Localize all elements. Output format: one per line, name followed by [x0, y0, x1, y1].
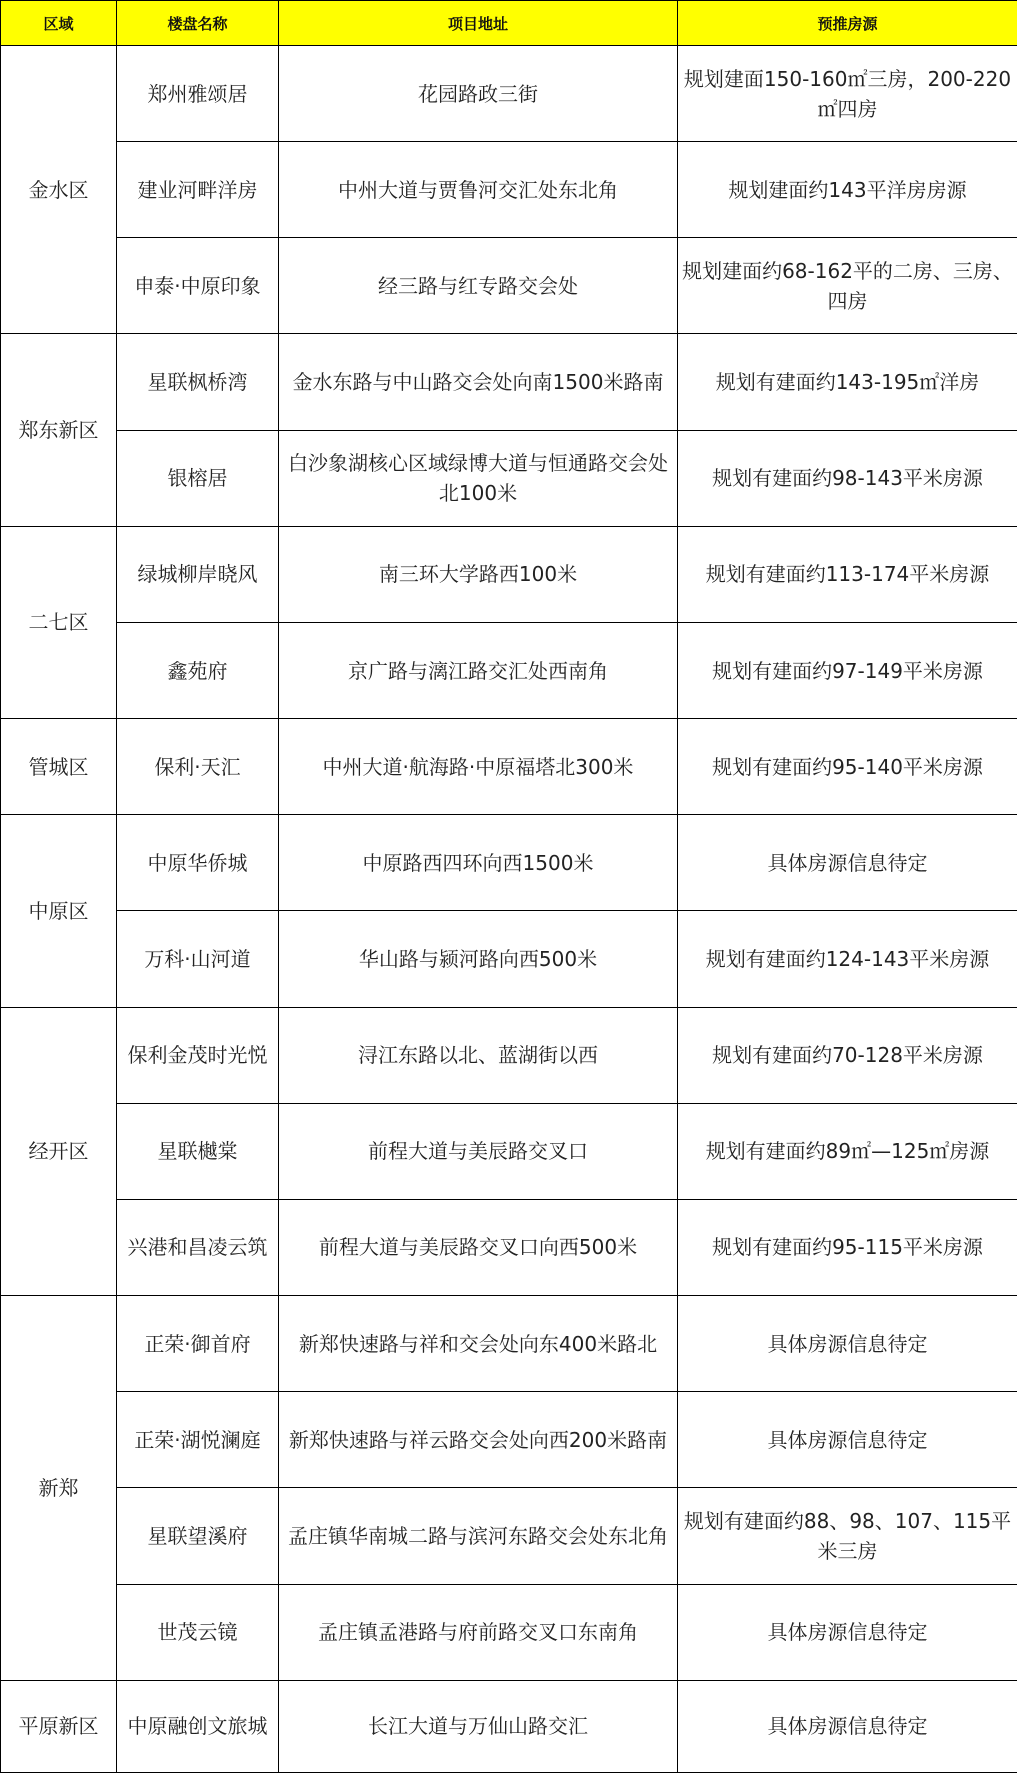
address-cell: 前程大道与美辰路交叉口 [279, 1103, 678, 1199]
units-cell: 规划有建面约97-149平米房源 [678, 622, 1017, 718]
table-row [1, 815, 1017, 911]
name-cell: 建业河畔洋房 [117, 142, 279, 238]
address-cell: 孟庄镇孟港路与府前路交叉口东南角 [279, 1584, 678, 1680]
table-row [1, 1392, 1017, 1488]
district-cell: 郑东新区 [1, 334, 117, 526]
table-row [1, 911, 1017, 1007]
name-cell: 中原华侨城 [117, 815, 279, 911]
units-cell: 具体房源信息待定 [678, 1392, 1017, 1488]
name-cell: 万科·山河道 [117, 911, 279, 1007]
table-row [1, 1103, 1017, 1199]
header-units: 预推房源 [678, 1, 1017, 46]
district-cell: 二七区 [1, 526, 117, 718]
table-row [1, 238, 1017, 334]
units-cell: 规划有建面约89㎡—125㎡房源 [678, 1103, 1017, 1199]
district-cell: 经开区 [1, 1007, 117, 1295]
name-cell: 鑫苑府 [117, 622, 279, 718]
table-row [1, 1584, 1017, 1680]
units-cell: 规划有建面约95-115平米房源 [678, 1199, 1017, 1295]
district-cell: 金水区 [1, 46, 117, 334]
units-cell: 规划有建面约113-174平米房源 [678, 526, 1017, 622]
name-cell: 星联望溪府 [117, 1488, 279, 1584]
address-cell: 中原路西四环向西1500米 [279, 815, 678, 911]
name-cell: 中原融创文旅城 [117, 1680, 279, 1772]
table-row [1, 526, 1017, 622]
name-cell: 郑州雅颂居 [117, 46, 279, 142]
units-cell: 规划建面150-160㎡三房，200-220㎡四房 [678, 46, 1017, 142]
name-cell: 世茂云镜 [117, 1584, 279, 1680]
units-cell: 规划有建面约124-143平米房源 [678, 911, 1017, 1007]
name-cell: 绿城柳岸晓风 [117, 526, 279, 622]
units-cell: 规划有建面约95-140平米房源 [678, 719, 1017, 815]
address-cell: 经三路与红专路交会处 [279, 238, 678, 334]
address-cell: 新郑快速路与祥和交会处向东400米路北 [279, 1296, 678, 1392]
address-cell: 长江大道与万仙山路交汇 [279, 1680, 678, 1772]
address-cell: 南三环大学路西100米 [279, 526, 678, 622]
units-cell: 规划有建面约70-128平米房源 [678, 1007, 1017, 1103]
address-cell: 金水东路与中山路交会处向南1500米路南 [279, 334, 678, 430]
table-row [1, 46, 1017, 142]
address-cell: 白沙象湖核心区域绿博大道与恒通路交会处北100米 [279, 430, 678, 526]
units-cell: 具体房源信息待定 [678, 1584, 1017, 1680]
table-row [1, 142, 1017, 238]
header-name: 楼盘名称 [117, 1, 279, 46]
units-cell: 规划有建面约143-195㎡洋房 [678, 334, 1017, 430]
name-cell: 星联枫桥湾 [117, 334, 279, 430]
table-row [1, 334, 1017, 430]
name-cell: 星联樾棠 [117, 1103, 279, 1199]
address-cell: 前程大道与美辰路交叉口向西500米 [279, 1199, 678, 1295]
table-row [1, 1680, 1017, 1772]
address-cell: 京广路与漓江路交汇处西南角 [279, 622, 678, 718]
district-cell: 平原新区 [1, 1680, 117, 1772]
name-cell: 正荣·湖悦澜庭 [117, 1392, 279, 1488]
units-cell: 具体房源信息待定 [678, 1296, 1017, 1392]
address-cell: 中州大道与贾鲁河交汇处东北角 [279, 142, 678, 238]
address-cell: 中州大道·航海路·中原福塔北300米 [279, 719, 678, 815]
header-address: 项目地址 [279, 1, 678, 46]
name-cell: 正荣·御首府 [117, 1296, 279, 1392]
units-cell: 规划有建面约88、98、107、115平米三房 [678, 1488, 1017, 1584]
table-row [1, 430, 1017, 526]
address-cell: 浔江东路以北、蓝湖街以西 [279, 1007, 678, 1103]
units-cell: 规划有建面约98-143平米房源 [678, 430, 1017, 526]
district-cell: 中原区 [1, 815, 117, 1007]
name-cell: 银榕居 [117, 430, 279, 526]
header-district: 区域 [1, 1, 117, 46]
address-cell: 孟庄镇华南城二路与滨河东路交会处东北角 [279, 1488, 678, 1584]
table-row [1, 1488, 1017, 1584]
units-cell: 具体房源信息待定 [678, 1680, 1017, 1772]
address-cell: 华山路与颍河路向西500米 [279, 911, 678, 1007]
units-cell: 具体房源信息待定 [678, 815, 1017, 911]
table-row [1, 1199, 1017, 1295]
district-cell: 新郑 [1, 1296, 117, 1681]
address-cell: 新郑快速路与祥云路交会处向西200米路南 [279, 1392, 678, 1488]
address-cell: 花园路政三街 [279, 46, 678, 142]
name-cell: 保利金茂时光悦 [117, 1007, 279, 1103]
header-row [1, 1, 1017, 46]
table-row [1, 1007, 1017, 1103]
name-cell: 保利·天汇 [117, 719, 279, 815]
name-cell: 兴港和昌凌云筑 [117, 1199, 279, 1295]
district-cell: 管城区 [1, 719, 117, 815]
units-cell: 规划建面约143平洋房房源 [678, 142, 1017, 238]
table-row [1, 719, 1017, 815]
units-cell: 规划建面约68-162平的二房、三房、四房 [678, 238, 1017, 334]
table-row [1, 1296, 1017, 1392]
name-cell: 申泰·中原印象 [117, 238, 279, 334]
table-row [1, 622, 1017, 718]
